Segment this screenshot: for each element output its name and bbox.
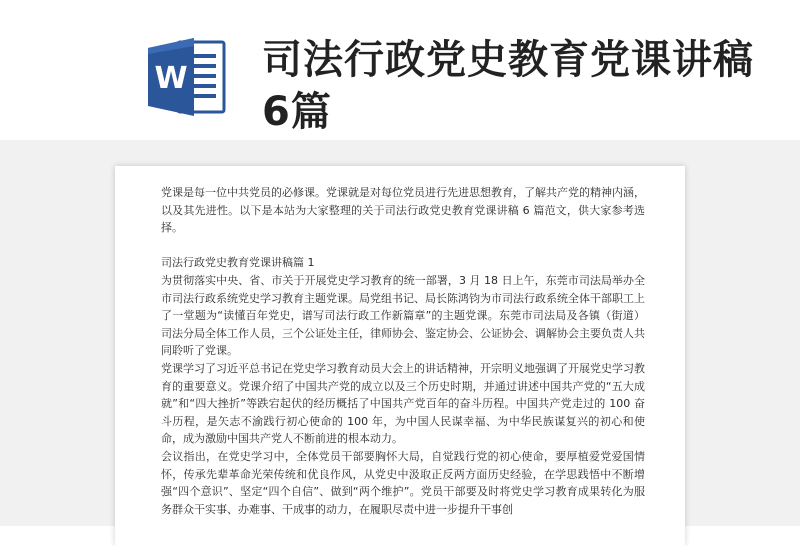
document-title: 司法行政党史教育党课讲稿6篇 [262,37,754,135]
body-paragraph: 党课学习了习近平总书记在党史学习教育动员大会上的讲话精神，开宗明义地强调了开展党史学习教育的重要意义。党课介绍了中国共产党的成立以及三个历史时期，并通过讲述中国共产党的“五大成就”和“四大挫折”等跌宕起伏的经历概括了中国共产党百年的奋斗历程。中国共产党走过的 100 奋斗历程，是矢志不渝践行初心使命的 100 年，为中国人民谋幸福、为中华民族谋复兴的初心和使命，成为激励中国共产党人不断前进的根本动力。 [161,361,645,446]
blank-line [161,237,645,255]
section-heading: 司法行政党史教育党课讲稿篇 1 [161,256,315,270]
document-header [0,0,800,140]
word-document-icon [144,34,230,120]
body-paragraph: 为贯彻落实中央、省、市关于开展党史学习教育的统一部署，3 月 18 日上午，东莞市司法局举办全市司法行政系统党史学习教育主题党课。局党组书记、局长陈鸿钧为市司法行政系统全体干部职工上了一堂题为“读懂百年党史，谱写司法行政工作新篇章”的主题党课。东莞市司法局及各镇（街道）司法分局全体工作人员，三个公证处主任，律师协会、鉴定协会、公证协会、调解协会主要负责人共同聆听了党课。 [161,273,645,358]
svg-text:W: W [154,61,188,96]
document-page [115,166,685,546]
document-body [161,184,645,518]
intro-paragraph: 党课是每一位中共党员的必修课。党课就是对每位党员进行先进思想教育，了解共产党的精神内涵，以及其先进性。以下是本站为大家整理的关于司法行政党史教育党课讲稿 6 篇范文，供大家参考选择。 [161,186,645,235]
body-paragraph: 会议指出，在党史学习中，全体党员干部要胸怀大局，自觉践行党的初心使命，要厚植爱党爱国情怀，传承先辈革命光荣传统和优良作风，从党史中汲取正反两方面历史经验，在学思践悟中不断增强“四个意识”、坚定“四个自信”、做到“两个维护”。党员干部要及时将党史学习教育成果转化为服务群众干实事、办难事、干成事的动力，在履职尽责中进一步提升干事创 [161,449,645,516]
